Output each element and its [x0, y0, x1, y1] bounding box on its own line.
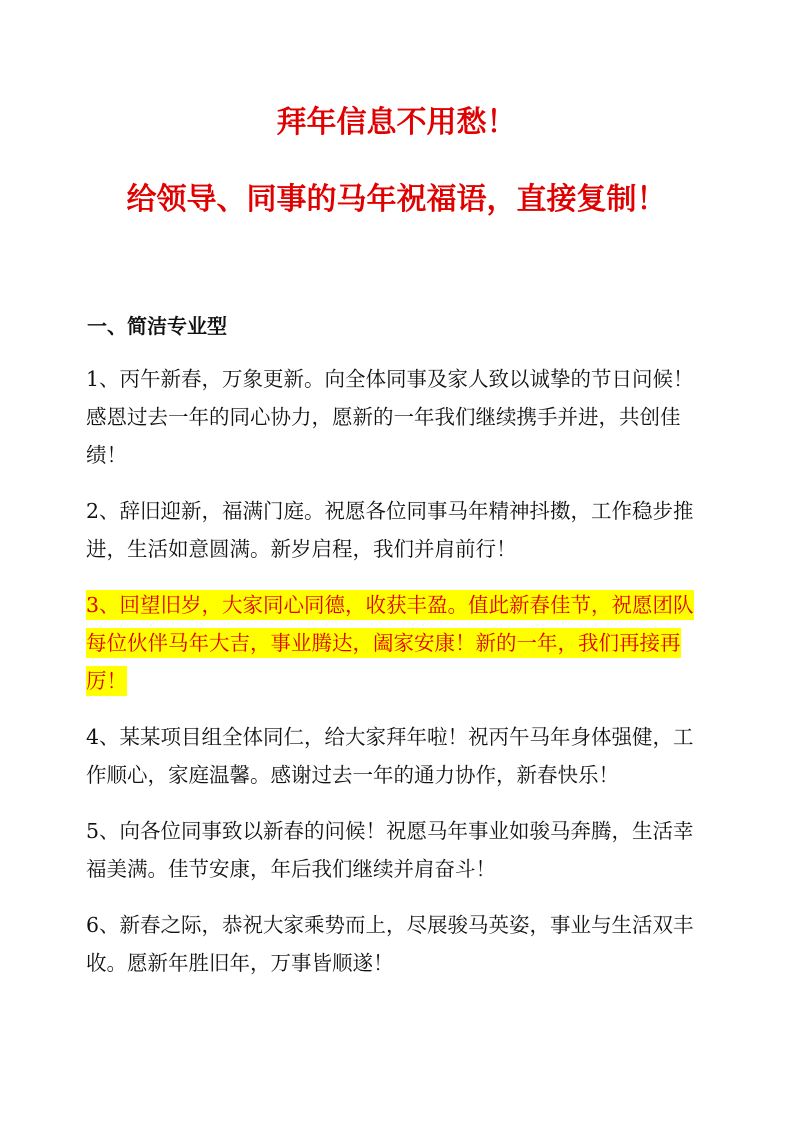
- greeting-item-3-highlighted: [86, 586, 711, 700]
- greeting-list: [86, 360, 711, 1000]
- title-line-2: 给领导、同事的马年祝福语，直接复制！: [126, 182, 667, 217]
- greeting-item-2: 2、辞旧迎新，福满门庭。祝愿各位同事马年精神抖擞，工作稳步推进，生活如意圆满。新岁启程，我们并肩前行！: [86, 499, 694, 561]
- title-line-1: 拜年信息不用愁！: [276, 105, 517, 140]
- greeting-item-5: 5、向各位同事致以新春的问候！祝愿马年事业如骏马奔腾，生活幸福美满。佳节安康，年后我们继续并肩奋斗！: [86, 819, 694, 881]
- greeting-item-6: 6、新春之际，恭祝大家乘势而上，尽展骏马英姿，事业与生活双丰收。愿新年胜旧年，万事皆顺遂！: [86, 913, 694, 975]
- greeting-item-1: 1、丙午新春，万象更新。向全体同事及家人致以诚挚的节日问候！感恩过去一年的同心协力，愿新的一年我们继续携手并进，共创佳绩！: [86, 367, 694, 467]
- highlighted-text: 3、回望旧岁，大家同心同德，收获丰盈。值此新春佳节，祝愿团队每位伙伴马年大吉，事业腾达，阖家安康！新的一年，我们再接再厉！: [86, 590, 694, 696]
- section-heading: 一、简洁专业型: [87, 314, 227, 338]
- greeting-item-4: 4、某某项目组全体同仁，给大家拜年啦！祝丙午马年身体强健，工作顺心，家庭温馨。感谢过去一年的通力协作，新春快乐！: [86, 725, 694, 787]
